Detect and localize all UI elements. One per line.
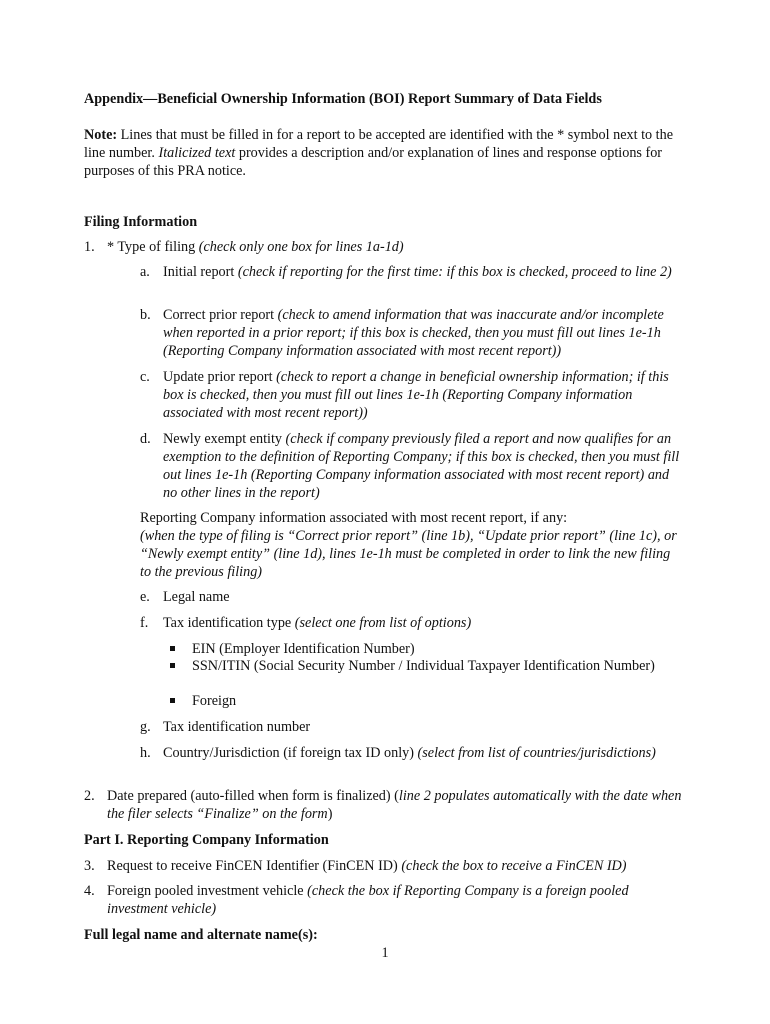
page-number: 1 (381, 945, 389, 961)
item-text: Newly exempt entity (163, 431, 286, 447)
item-italic: (check to report a change in beneficial ownership information; if this box is checked, then you must fill out lines 1e-1h (Reporting Company information associated with most recent report)) (163, 369, 669, 421)
item-italic: line 2 populates automatically with the date when the filer selects “Finalize” on the form (107, 788, 682, 822)
item-text: Correct prior report (163, 307, 278, 323)
item-number: 4. (84, 883, 95, 899)
bullet-icon (170, 698, 175, 703)
item-text: Tax identification type (163, 615, 295, 631)
item-text: Foreign pooled investment vehicle (107, 883, 308, 899)
item-number: 3. (84, 858, 95, 874)
item-italic: (select from list of countries/jurisdictions) (417, 745, 656, 761)
bullet-text: Foreign (192, 693, 237, 709)
rc-info-text: Reporting Company information associated with most recent report, if any: (140, 510, 568, 526)
item-tail: ) (327, 806, 333, 822)
item-italic: (check the box to receive a FinCEN ID) (401, 858, 627, 874)
note-paragraph (84, 126, 684, 180)
item-text: Initial report (163, 264, 238, 280)
bullet-icon (170, 646, 175, 651)
item-letter: g. (140, 719, 151, 735)
note-text-2: provides a description and/or explanation of lines and response options for purposes of this PRA notice. (84, 145, 663, 179)
note-italic: Italicized text (158, 145, 236, 161)
bullet-text: EIN (Employer Identification Number) (192, 641, 415, 657)
item-letter: f. (140, 615, 149, 631)
item-letter: b. (140, 307, 151, 323)
part-1-heading: Part I. Reporting Company Information (84, 832, 329, 848)
item-italic: (select one from list of options) (294, 615, 472, 631)
bullet-icon (170, 663, 175, 668)
rc-info-italic: (when the type of filing is “Correct prior report” (line 1b), “Update prior report” (line 1c), or “Newly exempt entity” (line 1d), lines 1e-1h must be completed in order to link the new filing to the previous filing) (140, 528, 677, 580)
item-letter: h. (140, 745, 151, 761)
item-number: 1. (84, 239, 95, 255)
item-italic: (check only one box for lines 1a-1d) (198, 239, 404, 255)
reporting-company-info-note (140, 509, 680, 581)
item-text: Request to receive FinCEN Identifier (FinCEN ID) (107, 858, 402, 874)
item-letter: a. (140, 264, 150, 280)
item-text: Date prepared (auto-filled when form is finalized) ( (107, 788, 399, 804)
item-text: Legal name (163, 589, 230, 605)
bullet-text: SSN/ITIN (Social Security Number / Individual Taxpayer Identification Number) (192, 658, 655, 674)
note-label: Note: (84, 127, 118, 143)
item-italic: (check the box if Reporting Company is a foreign pooled investment vehicle) (107, 883, 629, 917)
item-text: * Type of filing (107, 239, 199, 255)
item-text: Update prior report (163, 369, 277, 385)
item-letter: c. (140, 369, 150, 385)
note-text-1: Lines that must be filled in for a report to be accepted are identified with the * symbol next to the line number. (84, 127, 673, 161)
item-text: Tax identification number (163, 719, 311, 735)
item-letter: d. (140, 431, 151, 447)
item-italic: (check if company previously filed a report and now qualifies for an exemption to the definition of Reporting Company; if this box is checked, then you must fill out lines 1e-1h (Reporting Company information associated with most recent report) and no other lines in the report) (163, 431, 680, 501)
item-italic: (check if reporting for the first time: if this box is checked, proceed to line 2) (237, 264, 672, 280)
item-letter: e. (140, 589, 150, 605)
item-number: 2. (84, 788, 95, 804)
document-title: Appendix—Beneficial Ownership Information (BOI) Report Summary of Data Fields (84, 91, 602, 107)
filing-information-heading: Filing Information (84, 214, 198, 230)
item-text: Country/Jurisdiction (if foreign tax ID only) (163, 745, 418, 761)
item-italic: (check to amend information that was inaccurate and/or incomplete when reported in a prior report; if this box is checked, then you must fill out lines 1e-1h (Reporting Company information associated with most recent report)) (163, 307, 664, 359)
legal-name-heading: Full legal name and alternate name(s): (84, 927, 318, 943)
